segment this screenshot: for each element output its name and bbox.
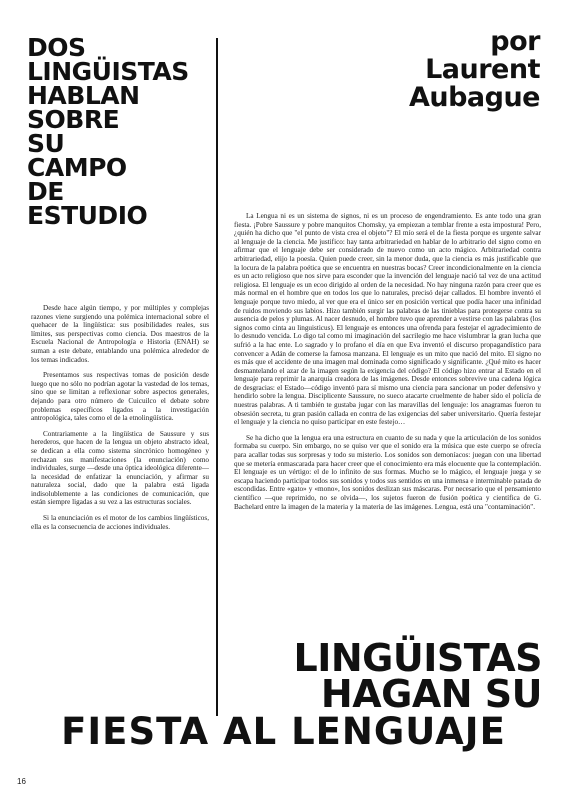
intro-paragraph: Presentamos sus respectivas tomas de posición desde luego que no sólo no podrían agotar la vastedad de los temas, sino que se limitan a reflexionar sobre aspectos generales, dejando para otro número de Cuicuilco el debate sobre problemas específicos ligados a la investigación antropológica, tales como el de la etnolingüística. [31,371,209,423]
title-line: DOS [27,33,86,62]
bottom-headline [232,636,542,716]
bottom-headline-final: FIESTA AL LENGUAJE [61,710,506,753]
page-number: 16 [17,777,26,786]
intro-paragraph: Desde hace algún tiempo, y por múltiples y complejas razones viene surgiendo una polémica internacional sobre el quehacer de la lingüística: sus posibilidades reales, sus límites, sus perspectivas como ciencia. Dos maestros de la Escuela Nacional de Antropología e Historia (ENAH) se suman a este debate, entablando una polémica alrededor de los temas indicados. [31,304,209,364]
article-title-left [27,33,217,230]
intro-column [31,304,209,538]
bottom-headline-line: HAGAN SU [320,672,542,716]
title-line: SU [27,129,65,158]
title-line: SOBRE [27,105,120,134]
author-line: por [490,26,540,57]
column-divider [216,38,218,716]
intro-paragraph: Si la enunciación es el motor de los cambios lingüísticos, ella es la consecuencia de acciones individuales. [31,514,209,531]
title-line: DE [27,177,64,206]
body-paragraph: Se ha dicho que la lengua era una estructura en cuanto de su nada y que la articulación de los sonidos formaba su cuerpo. Sin embargo, no se quiso ver que el sonido era la música que este cuerpo se ofrecía para acallar todas sus sorpresas y todo su misterio. Los sonidos son demoníacos: juegan con una libertad que se metería enmascarada para hacer creer que el conocimiento era más elocuente que la contemplación. El lenguaje es un vértigo: el de lo infinito de sus formas. Mucho se lo mágico, el lenguaje juega y se escapa haciendo participar todos sus sonidos y todos sus sentidos en una inmensa e interminable patada de escondidas. Entre «gato» y «mono», los sonidos deslizan sus máscaras. Por necesario que el pensamiento científico —que reprimido, no se olvida—, los sujetos fueron de fusión poética y científica de G. Bachelard entre la imagen de la materia y la materia de las imágenes. Lengua, está una "contaminación". [234,433,541,511]
title-line: ESTUDIO [27,201,148,230]
title-line: LINGÜISTAS [27,57,189,86]
bottom-headline-line: LINGÜISTAS [293,636,542,680]
title-line: HABLAN [27,81,140,110]
body-paragraph: La Lengua ni es un sistema de signos, ni es un proceso de engendramiento. Es ante todo una gran fiesta. ¡Pobre Saussure y pobre manquitos Chomsky, ya empiezan a temblar frente a esta impostura! Pero, ¿quién ha dicho que "el punto de vista crea el objeto"? El mío será el de la fiesta porque es urgente salvar al lenguaje de la ciencia. Me justifico: hay tanta arbitrariedad en hablar de lo arbitrario del signo como en afirmar que el lenguaje debe ser considerado de nuevo como un acto mágico. Arbitrariedad contra arbitrariedad, elijo la poesía. Quien puede creer, sin la menor duda, que la ciencia es más justificable que la locura de la palabra poética que se encuentra en nuestras bocas? Creer incondicionalmente en la ciencia es un acto religioso que nos sirve para esconder que la invención del lenguaje nació tal vez de una actitud religiosa. El lenguaje es un ecoo dirigido al orden de la necesidad. No hay ninguna razón para creer que es más normal en el hombre que en todos los que lo naturales, precisó dejar callados. El hombre inventó el lenguaje porque tuvo miedo, al ver que era el único ser en posición vertical que podía hacer una infinidad de ruidos moviendo sus labios. Hizo también surgir las palabras de las tinieblas para protegerse contra su ausencia de pelos y plumas. Al nacer desnudo, el hombre tuvo que aprender a vestirse con las palabras (los signos como cinta au linguisticus). El lenguaje es entonces una ofrenda para festejar el agradecimiento de lo desnudo vencida. Lo digo tal como mi imaginación del sacrilegio me hace vislumbrar la gran lucha que sufrió a la hac ente. Lo sagrado y lo profano el día en que Eva inventó el discurso propagandístico para convencer a Adán de comerse la famosa manzana. El lenguaje es un mito que nació del mito. El signo no es más que el accidente de una imagen mal dominada como significado y significante. ¿Qué mito es hacer desmantelando el azar de la imagen según la exigencia del código? El código hizo entrar al Estado en el lenguaje para reprimir la anarquía creadora de las imágenes. Desde entonces sobrevive una cadena lógica de desgracias: el Estado—código inventó para sí mismo una ciencia para sancionar un poder defensivo y hendirlo sobre la lengua. Disciplicente Saussure, no sueco atacarte cruelmente de haber sido el policía de nuestras palabras. A ti también te gustaba jugar con las maravillas del lenguaje: los anagramas fueron tu obsesión secreta, tu gran pasión callada en contra de las exigencias del saber universitario. Quería festejar el lenguaje y la ciencia no quiso participar en este festejo… [234,212,541,427]
article-body-column [234,212,541,518]
author-line: Laurent [425,54,540,85]
title-line: CAMPO [27,153,127,182]
author-byline [370,28,540,112]
intro-paragraph: Contrariamente a la lingüística de Saussure y sus herederos, que hacen de la lengua un objeto abstracto ideal, se dedican a ella como sistema sincrónico homogéneo y rechazan sus manifestaciones (la enunciación) como individuales, surge —desde una óptica ideológica diferente— la necesidad de enfatizar la enunciación, y afirmar su naturaleza social, dado que la palabra está ligada indisolublemente a las condiciones de comunicación, que están siempre ligadas a su vez a las estructuras sociales. [31,429,209,507]
author-line: Aubague [408,82,540,113]
